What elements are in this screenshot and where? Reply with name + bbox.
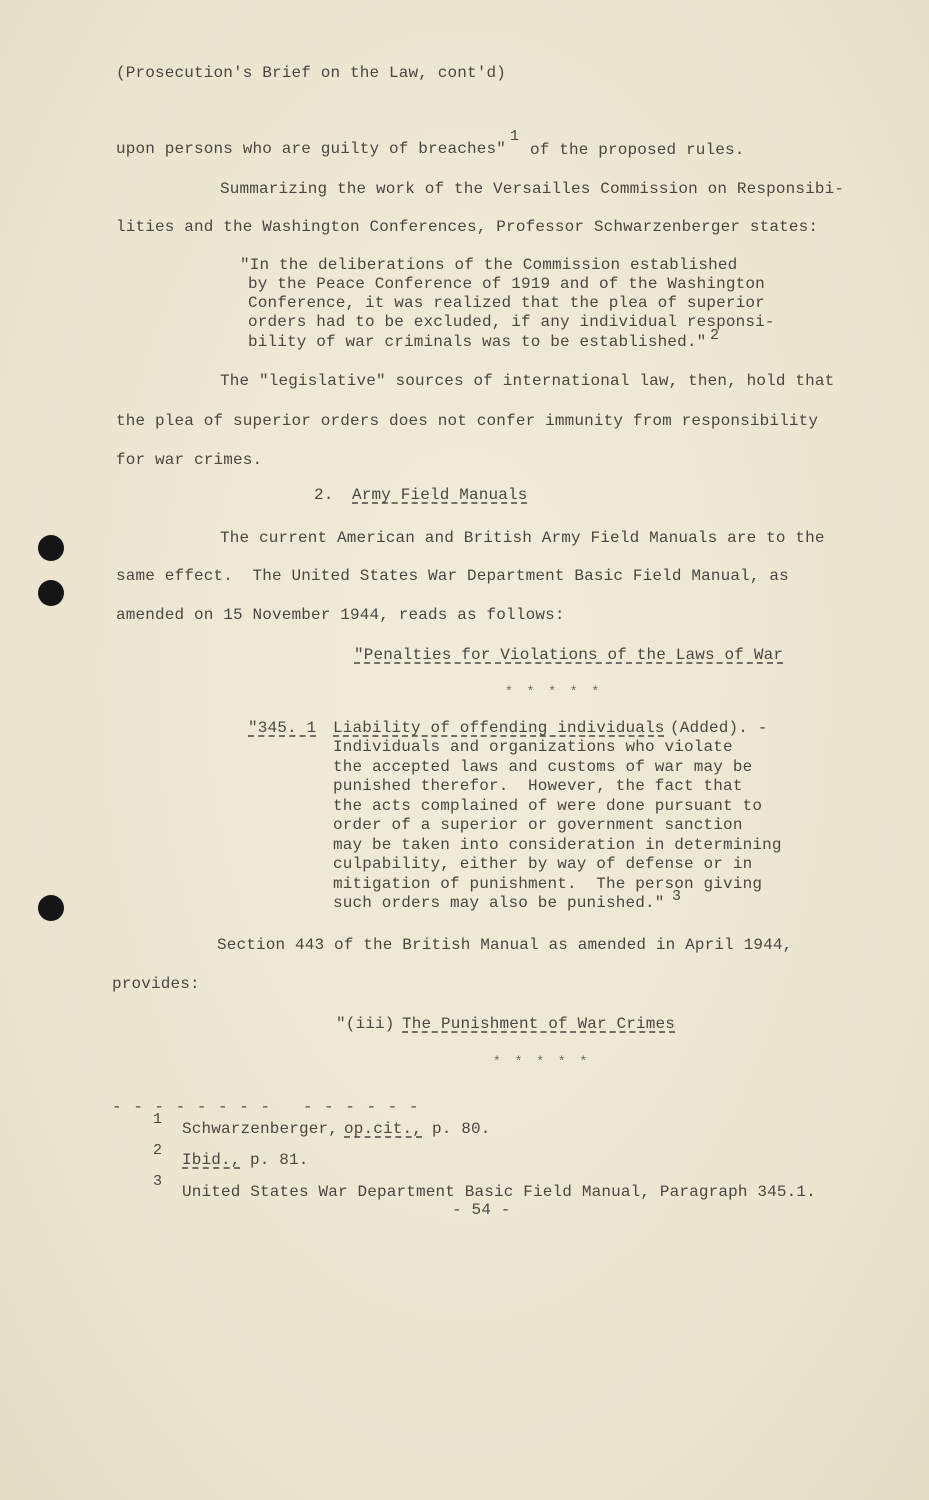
punch-hole-top xyxy=(38,535,64,561)
paragraph-label: "345. 1 xyxy=(248,719,317,737)
punch-hole-middle xyxy=(38,580,64,606)
para4-line: same effect. The United States War Department Basic Field Manual, as xyxy=(116,567,789,585)
para4-line: amended on 15 November 1944, reads as follows: xyxy=(116,606,565,624)
para2-line1: Summarizing the work of the Versailles Commission on Responsibi- xyxy=(220,180,845,198)
para3-line: The "legislative" sources of international law, then, hold that xyxy=(220,372,835,390)
running-header: (Prosecution's Brief on the Law, cont'd) xyxy=(116,64,507,82)
quote2-line: mitigation of punishment. The person giving xyxy=(333,875,763,893)
quote2-line: such orders may also be punished." xyxy=(333,894,665,912)
quote1-line: "In the deliberations of the Commission established xyxy=(240,256,738,274)
quote2-line: the accepted laws and customs of war may be xyxy=(333,758,753,776)
para4-line: The current American and British Army Field Manuals are to the xyxy=(220,529,825,547)
footnote-ref-2: 2 xyxy=(710,327,720,344)
footnote-author: Schwarzenberger, xyxy=(182,1120,339,1138)
footnote-separator: - - - - - - - - - - - - - - xyxy=(112,1098,420,1116)
footnote-ref-3: 3 xyxy=(672,888,682,905)
quote1-line: orders had to be excluded, if any individual responsi- xyxy=(248,313,775,331)
footnote-rest: p. 81. xyxy=(250,1151,309,1169)
quote1-line: by the Peace Conference of 1919 and of the Washington xyxy=(248,275,765,293)
footnote-rest: United States War Department Basic Field Manual, Paragraph 345.1. xyxy=(182,1183,816,1201)
footnote-ref-1: 1 xyxy=(510,128,520,145)
quote2-line: may be taken into consideration in determining xyxy=(333,836,782,854)
footnote-ref-text: Ibid., xyxy=(182,1151,241,1169)
para2-line2: lities and the Washington Conferences, Professor Schwarzenberger states: xyxy=(116,218,819,236)
quote2-line: the acts complained of were done pursuant to xyxy=(333,797,763,815)
punch-hole-bottom xyxy=(38,895,64,921)
manual-heading: "Penalties for Violations of the Laws of War xyxy=(354,646,784,664)
quote1-line: Conference, it was realized that the plea of superior xyxy=(248,294,765,312)
quote1-line: bility of war criminals was to be established." xyxy=(248,333,707,351)
quote2-line: punished therefor. However, the fact that xyxy=(333,777,743,795)
para5-line1: Section 443 of the British Manual as amended in April 1944, xyxy=(217,936,793,954)
para1-line1: upon persons who are guilty of breaches" xyxy=(116,140,507,158)
ellipsis-stars: * * * * * xyxy=(505,684,603,699)
paragraph-added: (Added). - xyxy=(670,719,768,737)
para3-line: for war crimes. xyxy=(116,451,263,469)
footnote-ref-text: op.cit., xyxy=(344,1120,423,1138)
quote2-line: order of a superior or government sanction xyxy=(333,816,743,834)
para1-line1-end: of the proposed rules. xyxy=(530,141,745,159)
footnote-number: 1 xyxy=(153,1111,163,1128)
quote2-line: culpability, either by way of defense or in xyxy=(333,855,753,873)
footnote-number: 3 xyxy=(153,1173,163,1190)
section-title: Army Field Manuals xyxy=(352,486,528,504)
footnote-number: 2 xyxy=(153,1142,163,1159)
british-heading-prefix: "(iii) xyxy=(336,1015,395,1033)
british-heading-title: The Punishment of War Crimes xyxy=(402,1015,676,1033)
paragraph-title: Liability of offending individuals xyxy=(333,719,665,737)
ellipsis-stars-2: * * * * * xyxy=(493,1054,591,1069)
para3-line: the plea of superior orders does not confer immunity from responsibility xyxy=(116,412,819,430)
quote2-line: Individuals and organizations who violate xyxy=(333,738,733,756)
page-number: - 54 - xyxy=(452,1201,511,1219)
section-number: 2. xyxy=(314,486,334,504)
footnote-rest: p. 80. xyxy=(432,1120,491,1138)
para5-line2: provides: xyxy=(112,975,200,993)
